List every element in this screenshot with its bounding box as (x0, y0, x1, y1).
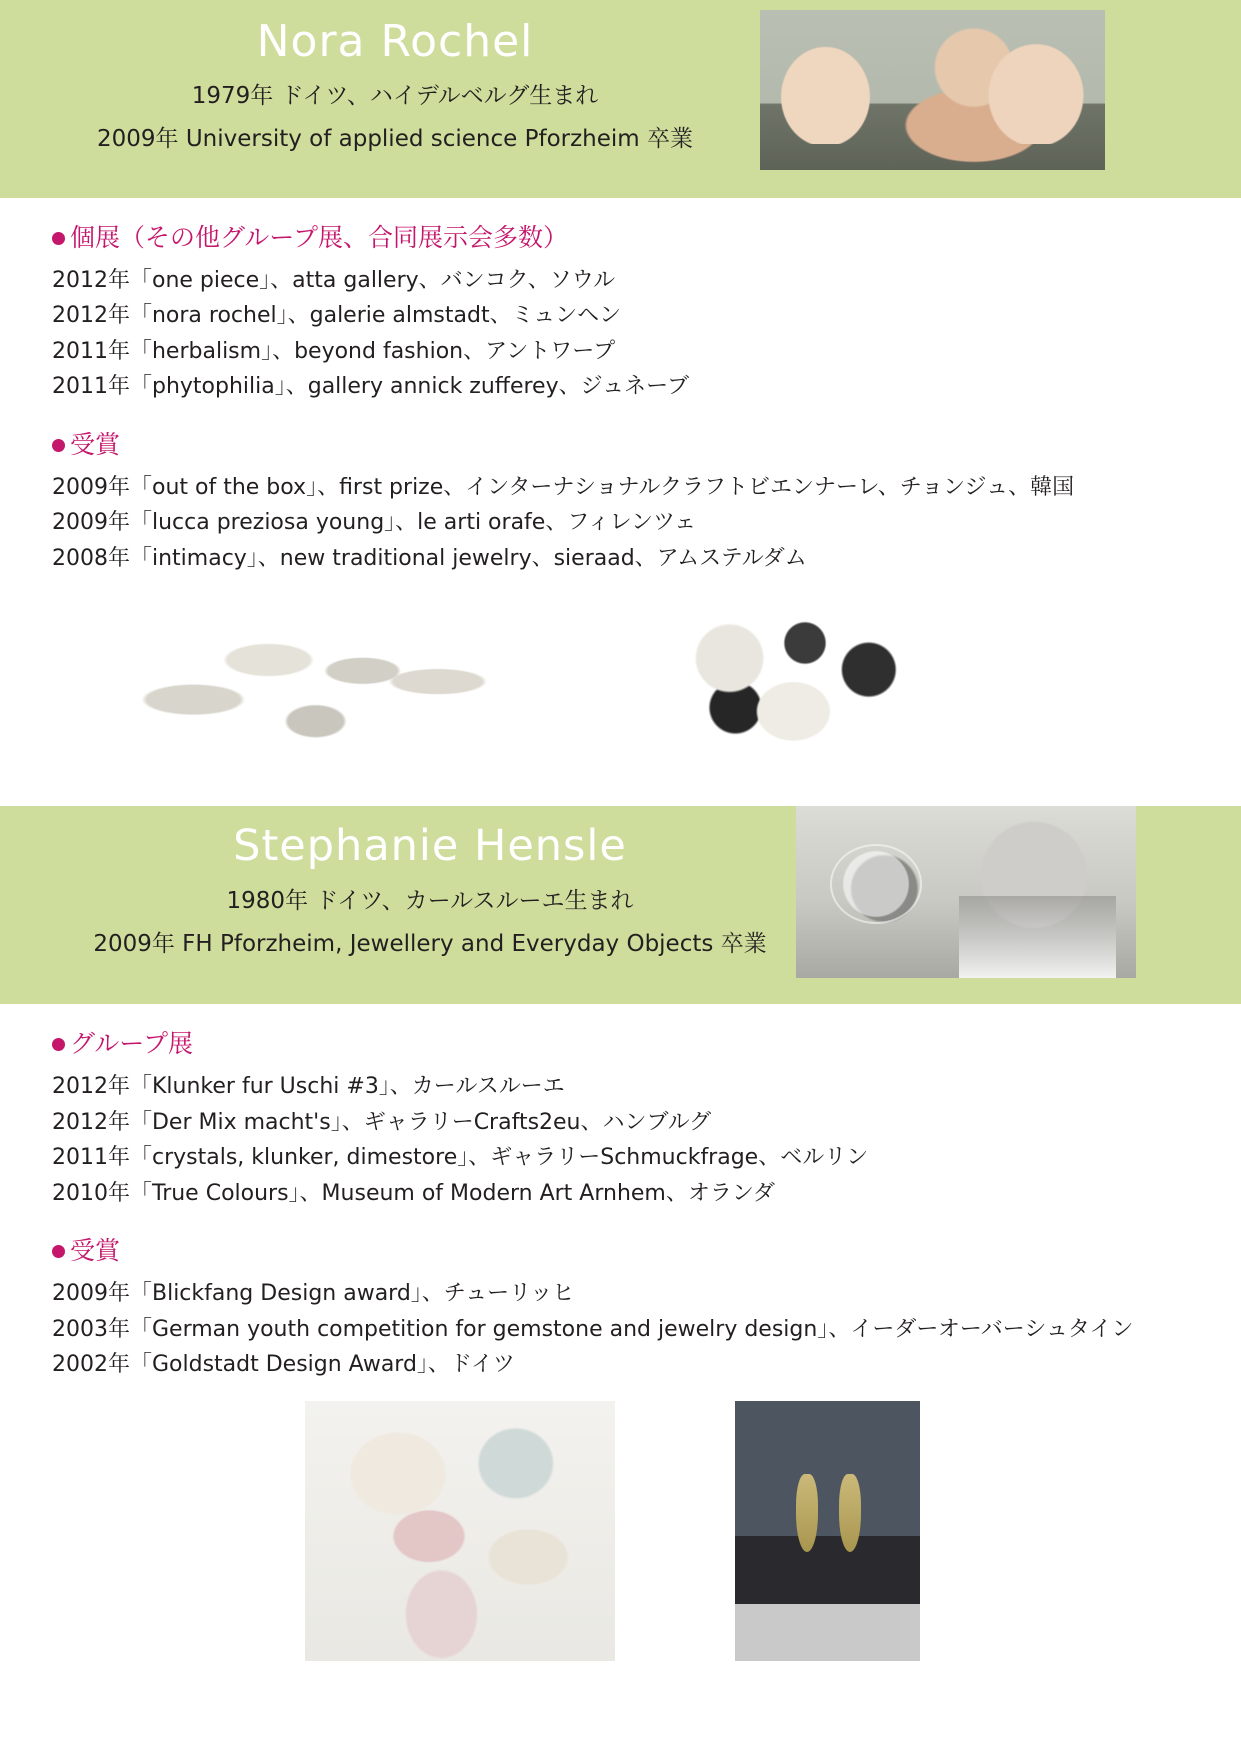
section-heading-awards-nora (52, 429, 1241, 462)
list-item: 2012年「one piece」、atta gallery、バンコク、ソウル (52, 267, 616, 293)
section-heading-group-exhibitions-stephanie (52, 1028, 1241, 1061)
legs-photo-icon (735, 1401, 920, 1661)
section-heading-label: 受賞 (70, 1236, 121, 1266)
section-heading-solo-exhibitions-nora (52, 222, 1241, 255)
artist-birth-line-nora: 1979年 ドイツ、ハイデルベルグ生まれ (191, 83, 599, 109)
list-item: 2012年「Klunker fur Uschi #3」、カールスルーエ (52, 1073, 565, 1099)
bullet-dot-icon (52, 232, 65, 245)
bullet-dot-icon (52, 439, 65, 452)
artwork-image-silver-flower-rings (90, 588, 560, 768)
artist-content-stephanie (0, 1028, 1241, 1382)
artist-education-line-nora: 2009年 University of applied science Pforzheim 卒業 (96, 125, 694, 152)
artist-profile-band-stephanie (0, 806, 1241, 1004)
list-item: 2002年「Goldstadt Design Award」、ドイツ (52, 1352, 515, 1378)
section-heading-awards-stephanie (52, 1235, 1241, 1268)
artist-portrait-nora (760, 10, 1105, 170)
artist-education-line-stephanie: 2009年 FH Pforzheim, Jewellery and Everyday Objects 卒業 (93, 930, 767, 957)
section-heading-label: 受賞 (70, 430, 121, 459)
list-item: 2011年「phytophilia」、gallery annick zufferey、ジュネーブ (52, 374, 690, 400)
artist-intro-text-nora (0, 0, 790, 160)
list-item: 2011年「herbalism」、beyond fashion、アントワープ (52, 338, 616, 364)
artwork-gallery-nora (0, 576, 1241, 806)
portrait-photo-icon (796, 806, 1136, 978)
list-item: 2009年「out of the box」、first prize、インターナショナルクラフトビエンナーレ、チョンジュ、韓国 (52, 474, 1075, 500)
portrait-photo-icon (760, 10, 1105, 170)
artist-name-nora: Nora Rochel (256, 16, 534, 67)
artwork-gallery-stephanie (0, 1383, 1241, 1683)
list-item: 2009年「lucca preziosa young」、le arti orafe、フィレンツェ (52, 510, 697, 536)
artwork-image-gold-fish-pendant-legs (735, 1401, 920, 1661)
artist-content-nora (0, 222, 1241, 576)
artist-profile-band-nora (0, 0, 1241, 198)
rings-photo-icon (90, 588, 560, 768)
bullet-dot-icon (52, 1038, 65, 1051)
butterflies-photo-icon (305, 1401, 615, 1661)
artist-birth-line-stephanie: 1980年 ドイツ、カールスルーエ生まれ (226, 888, 634, 915)
artwork-image-black-and-white-brooches (660, 586, 950, 776)
section-heading-label: 個展（その他グループ展、合同展示会多数） (70, 223, 569, 252)
list-item: 2012年「nora rochel」、galerie almstadt、ミュンヘン (52, 303, 622, 329)
list-item: 2009年「Blickfang Design award」、チューリッヒ (52, 1280, 575, 1306)
list-item: 2011年「crystals, klunker, dimestore」、ギャラリーSchmuckfrage、ベルリン (52, 1145, 869, 1171)
artist-name-stephanie: Stephanie Hensle (233, 821, 627, 872)
brooch-photo-icon (660, 586, 950, 776)
list-item: 2008年「intimacy」、new traditional jewelry、sieraad、アムステルダム (52, 545, 807, 571)
artwork-image-paper-butterflies (305, 1401, 615, 1661)
list-item: 2010年「True Colours」、Museum of Modern Art Arnhem、オランダ (52, 1180, 775, 1206)
bullet-dot-icon (52, 1245, 65, 1258)
artist-intro-text-stephanie (0, 806, 860, 965)
list-item: 2012年「Der Mix macht's」、ギャラリーCrafts2eu、ハンブルグ (52, 1109, 712, 1135)
list-item: 2003年「German youth competition for gemstone and jewelry design」、イーダーオーバーシュタイン (52, 1316, 1134, 1342)
artist-portrait-stephanie (796, 806, 1136, 978)
section-heading-label: グループ展 (70, 1029, 194, 1059)
